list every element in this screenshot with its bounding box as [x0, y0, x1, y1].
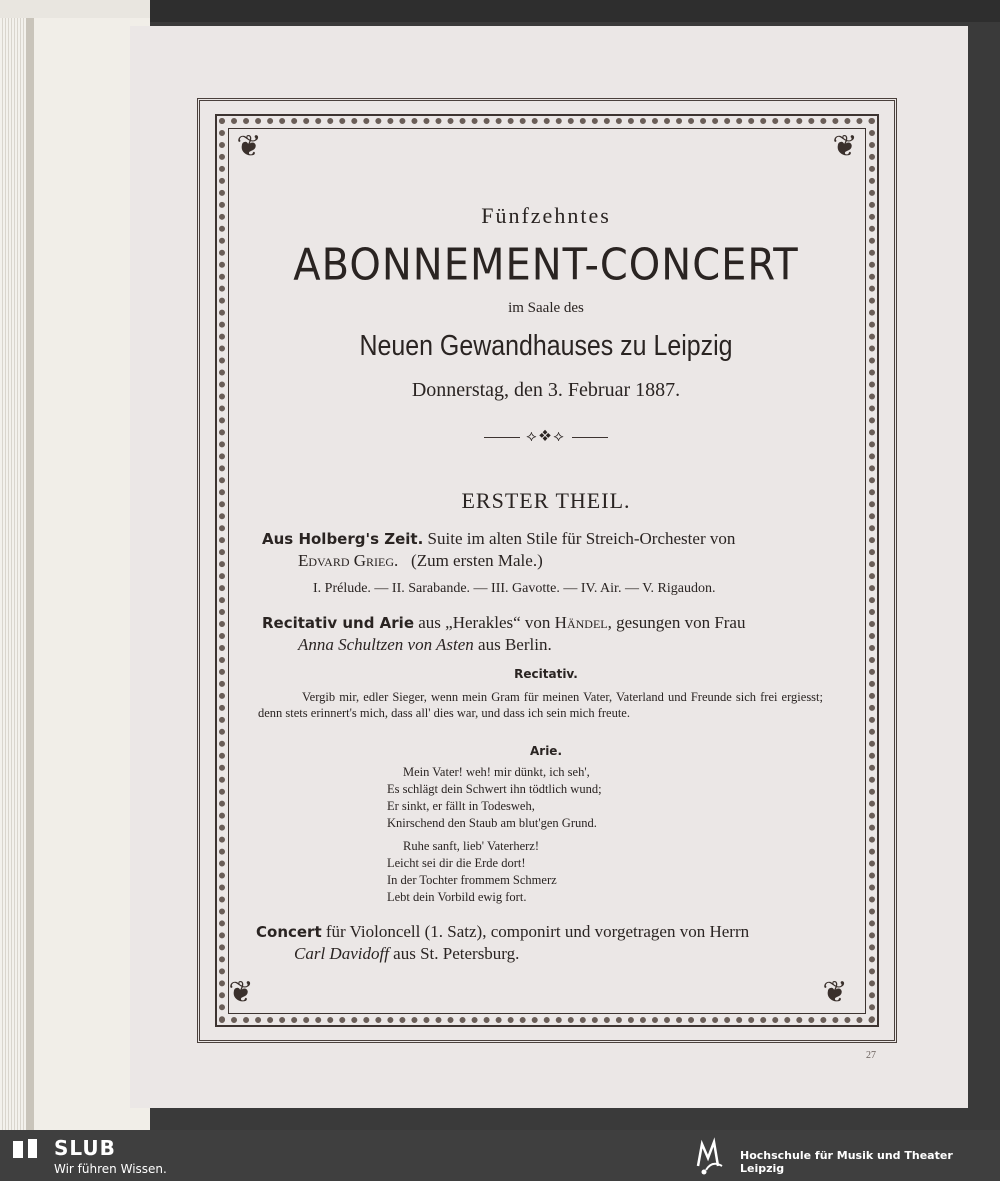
performer-name: Anna Schultzen von Asten — [298, 635, 474, 654]
corner-ornament-icon: ❦ — [236, 130, 262, 163]
corner-ornament-icon: ❦ — [822, 976, 848, 1009]
recitativ-heading: Recitativ. — [514, 667, 578, 681]
book-edge — [0, 0, 150, 1130]
arie-verse-2: Ruhe sanft, lieb' Vaterherz! Leicht sei dir die Erde dort! In der Tochter frommem Schmerz Lebt dein Vorbild ewig fort. — [387, 839, 557, 904]
composer-name: Händel — [554, 613, 608, 632]
program-item-1-line2 — [298, 550, 543, 572]
program-item-1 — [262, 528, 827, 550]
program-item-2: Recitativ und Arie aus „Herakles“ von Händel, gesungen von Frau — [262, 613, 746, 632]
library-name[interactable]: SLUB — [54, 1136, 116, 1160]
item-title: Recitativ und Arie — [262, 614, 414, 632]
library-tagline: Wir führen Wissen. — [54, 1162, 167, 1176]
slub-logo-icon — [12, 1138, 38, 1160]
divider-ornament-icon: ⟡❖⟡ — [246, 428, 846, 446]
concert-ordinal: Fünfzehntes — [481, 203, 611, 228]
page-number: 27 — [866, 1050, 876, 1061]
item-title: Aus Holberg's Zeit. — [262, 530, 424, 548]
viewer-footer — [0, 1130, 1000, 1181]
movement-list: I. Prélude. — II. Sarabande. — III. Gavotte. — IV. Air. — V. Rigaudon. — [313, 581, 716, 596]
concert-date: Donnerstag, den 3. Februar 1887. — [411, 379, 681, 401]
corner-ornament-icon: ❦ — [832, 130, 858, 163]
program-item-3: Concert für Violoncell (1. Satz), componirt und vorgetragen von Herrn — [256, 922, 750, 941]
arie-verse-1: Mein Vater! weh! mir dünkt, ich seh', Es schlägt dein Schwert ihn tödtlich wund; Er sinkt, er fällt in Todesweh, Knirschend den Staub am blut'gen Grund. — [387, 765, 602, 830]
performer-name: Carl Davidoff — [294, 944, 389, 963]
program-item-3-line2: Carl Davidoff aus St. Petersburg. — [294, 944, 520, 963]
hmt-logo-icon — [692, 1136, 728, 1176]
corner-ornament-icon: ❦ — [228, 976, 254, 1009]
section-title: ERSTER THEIL. — [461, 488, 631, 513]
venue-prefix: im Saale des — [508, 300, 584, 316]
institution-name[interactable]: Hochschule für Musik und Theater Leipzig — [740, 1149, 953, 1175]
composer-name: Edvard Grieg. — [298, 551, 399, 570]
venue-name: Neuen Gewandhauses zu Leipzig — [359, 330, 733, 362]
premiere-note: (Zum ersten Male.) — [411, 551, 543, 570]
scan-top-strip — [0, 0, 1000, 22]
item-title: Concert — [256, 923, 322, 941]
program-item-2-line2: Anna Schultzen von Asten aus Berlin. — [298, 635, 552, 654]
recitativ-text: Vergib mir, edler Sieger, wenn mein Gram für meinen Vater, Vaterland und Freunde sich frei ergiesst; denn stets erinnert's mich, dass all' dies war, und dass ich sein mich freute. — [258, 690, 823, 720]
arie-heading: Arie. — [529, 744, 562, 758]
item-description: Suite im alten Stile für Streich-Orchester von — [427, 529, 736, 548]
concert-title: ABONNEMENT-CONCERT — [293, 239, 799, 291]
